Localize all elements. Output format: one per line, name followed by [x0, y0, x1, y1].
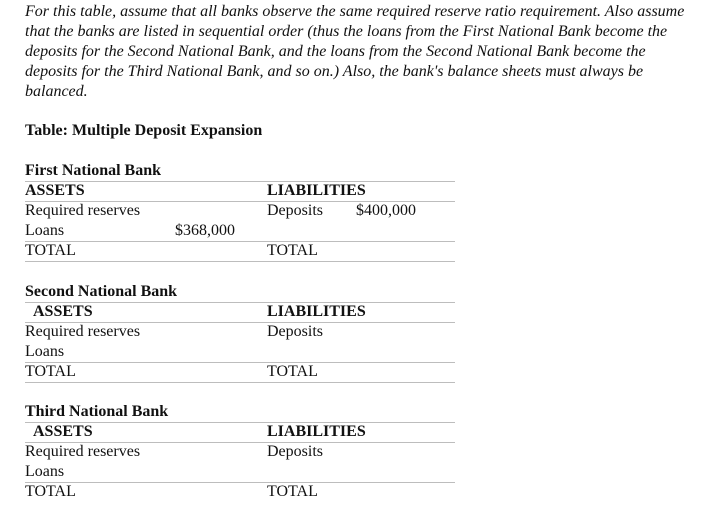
assets-header: ASSETS: [33, 423, 93, 440]
assets-total-label: TOTAL: [25, 363, 76, 380]
liabilities-total-label: TOTAL: [267, 242, 318, 259]
liabilities-header: LIABILITIES: [267, 303, 366, 320]
total-row: [25, 482, 455, 502]
total-row: [25, 362, 455, 382]
header-row: [25, 181, 455, 201]
divider: [25, 382, 455, 383]
loans-label: Loans: [25, 343, 65, 360]
assets-header: ASSETS: [25, 182, 85, 199]
reserves-row: [25, 201, 455, 221]
reserves-row: [25, 322, 455, 342]
header-row: [25, 302, 455, 322]
deposits-label: Deposits: [267, 443, 323, 460]
assets-total-label: TOTAL: [25, 483, 76, 500]
deposits-value: $400,000: [356, 202, 416, 219]
loans-label: Loans: [25, 463, 65, 480]
assets-total-label: TOTAL: [25, 242, 76, 259]
table-title: Table: Multiple Deposit Expansion: [25, 122, 263, 139]
reserves-row: [25, 442, 455, 462]
total-row: [25, 241, 455, 261]
loans-row: [25, 221, 455, 241]
loans-value: $368,000: [175, 222, 235, 239]
liabilities-header: LIABILITIES: [267, 423, 366, 440]
liabilities-total-label: TOTAL: [267, 483, 318, 500]
header-row: [25, 422, 455, 442]
required-reserves-label: Required reserves: [25, 323, 141, 340]
bank-name: Second National Bank: [25, 283, 178, 300]
required-reserves-label: Required reserves: [25, 202, 141, 219]
liabilities-header: LIABILITIES: [267, 182, 366, 199]
deposits-label: Deposits: [267, 323, 323, 340]
loans-row: [25, 342, 455, 362]
assets-header: ASSETS: [33, 303, 93, 320]
instructions-text: For this table, assume that all banks observe the same required reserve ratio requirement. Also assume that the banks are listed in sequential order (thus the loans from the First National Bank become the deposits for the Second National Bank, and the loans from the Second National Bank become the deposits for the Third National Bank, and so on.) Also, the bank's balance sheets must always be balanced.: [25, 3, 685, 100]
loans-label: Loans: [25, 222, 65, 239]
bank-name: Third National Bank: [25, 403, 169, 420]
loans-row: [25, 462, 455, 482]
deposits-label: Deposits: [267, 202, 323, 219]
divider: [25, 261, 455, 262]
liabilities-total-label: TOTAL: [267, 363, 318, 380]
required-reserves-label: Required reserves: [25, 443, 141, 460]
bank-name: First National Bank: [25, 162, 162, 179]
